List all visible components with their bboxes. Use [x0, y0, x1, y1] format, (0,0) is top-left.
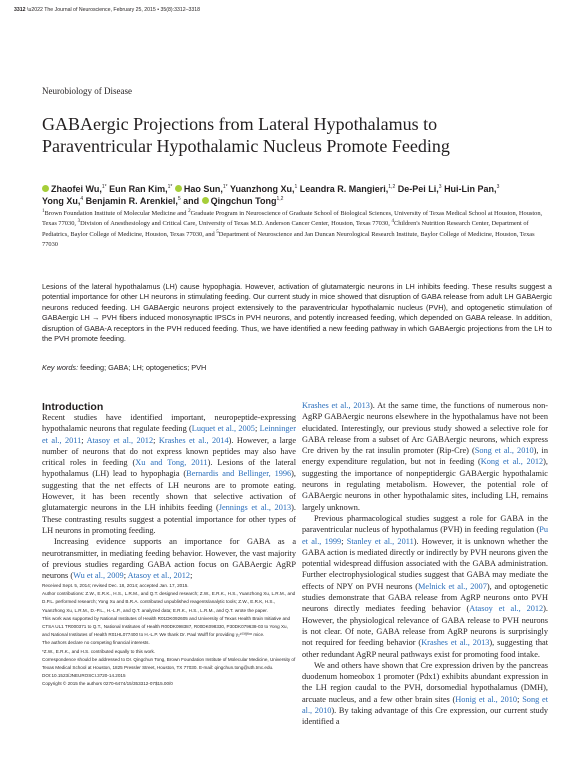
body-text: ; [190, 571, 193, 581]
affiliations [42, 209, 552, 251]
keywords-text: feeding; GABA; LH; optogenetics; PVH [80, 363, 207, 372]
body-text: We and others have shown that Cre expression driven by the pancreas duodenum homeobox 1 promoter (Pdx1) exhibits abundant expression in the LH region caudal to the PVH, dorsomedial hypothalamus (DMH), arcuate nucleus, and a few other brain sites ( [302, 660, 548, 704]
paragraph [302, 660, 548, 728]
footnote: The authors declare no competing financial interests. [42, 640, 150, 646]
author [109, 184, 172, 194]
citation-link[interactable]: Atasoy et al., 2012 [469, 604, 544, 614]
body-text: ). However, the physiological relevance of GABA release to PVH neurons is not clear. Of note, GABA release from AgRP neurons is surprisingly not required for feeding behavior ( [302, 604, 549, 648]
orcid-icon[interactable] [42, 185, 49, 192]
body-text: ), in energy expenditure regulation, but not in feeding ( [302, 446, 548, 467]
paragraph [42, 412, 296, 536]
body-text: ). However, a large number of neurons that do not express known peptides may also have critical roles in feeding ( [42, 435, 296, 468]
author [42, 196, 83, 206]
author [42, 184, 107, 194]
title-line-2: Paraventricular Hypothalamic Nucleus Promote Feeding [42, 136, 450, 156]
author-name: Yong Xu, [42, 196, 81, 206]
orcid-icon[interactable] [175, 185, 182, 192]
affiliation-marker: 3 [77, 219, 81, 225]
citation-link[interactable]: Atasoy et al., 2012 [127, 571, 191, 581]
paragraph [302, 400, 548, 513]
body-text: ). Lesions of the lateral hypothalamus (LH) lead to hypophagia ( [42, 458, 296, 479]
paragraph [42, 536, 296, 581]
citation-link[interactable]: Leinninger et al., 2011 [42, 424, 296, 445]
abstract: Lesions of the lateral hypothalamus (LH) cause hypophagia. However, activation of glutamatergic neurons in LH inhibits feeding. These results suggest a potential importance for other LH neurons in stimulating feeding. Our current study in mice showed that disruption of GABA release from adult LH GABAergic neurons reduced feeding. LH GABAergic neurons project extensively to the paraventricular hypothalamic nucleus (PVH), and optogenetic stimulation of GABAergic LH → PVH fibers induced monosynaptic IPSCs in PVH neurons, and potently increased feeding, which depended on GABA release. In addition, disruption of GABA-A receptors in the PVH reduced feeding. Thus, we have identified a new feeding pathway in which GABAergic projections from the LH to the PVH promote feeding. [42, 282, 552, 344]
author-name: De-Pei Li, [397, 184, 439, 194]
footnote: *Z.W., E.R.K., and H.S. contributed equally to this work. [42, 648, 156, 654]
page-number: 3312 [14, 7, 26, 13]
citation-link[interactable]: Melnick et al., 2007 [418, 581, 487, 591]
paragraph [302, 513, 548, 660]
affiliation-text: Department of Neuroscience and Jan Duncan Neurological Research Institute, Baylor College of Medicine, Houston, Texas 77030 [42, 230, 535, 249]
body-text: ), suggesting that the net effects of LH neurons are to promote eating. However, it has been recently shown that selective activation of glutamatergic neurons in the LH inhibits feeding ( [42, 469, 297, 513]
affiliation-marker: 1 [42, 208, 45, 214]
author-name: and [183, 196, 200, 206]
left-column-body [42, 412, 296, 581]
citation-link[interactable]: Krashes et al., 2013 [302, 401, 370, 410]
author-affiliation-marker: 1,2 [388, 184, 396, 190]
running-head: 3312 \u2022 The Journal of Neuroscience, February 25, 2015 • 35(8):3312–3318 [14, 7, 201, 13]
author [444, 184, 499, 194]
body-text: ; [517, 694, 523, 704]
author-affiliation-marker: 1* [101, 184, 107, 190]
citation-link[interactable]: Bernardis and Bellinger, 1996 [186, 469, 292, 479]
citation-link[interactable]: Krashes et al., 2014 [158, 435, 229, 445]
affiliation-text: Children's Nutrition Research Center, Department of Pediatrics, Baylor College of Medicine, Houston, Texas 77030, and [42, 220, 529, 238]
citation-link[interactable]: Wu et al., 2009 [73, 571, 124, 581]
author [300, 184, 395, 194]
citation-link[interactable]: Song et al., 2010 [302, 694, 549, 716]
author-name: Benjamin R. Arenkiel, [85, 196, 178, 206]
body-text: ). By taking advantage of this Cre expression, our current study identified a [302, 706, 548, 727]
author-affiliation-marker: 3 [496, 184, 500, 190]
body-text: ; [123, 571, 128, 581]
author-line-1 [42, 183, 562, 195]
author-affiliation-marker: 5 [177, 196, 181, 202]
author-name: Hui-Lin Pan, [444, 184, 497, 194]
paper-title [42, 113, 562, 157]
body-text: Recent studies have identified important, neuropeptide-expressing hypothalamic neurons that regulate feeding ( [42, 413, 296, 434]
body-text: ). These contrasting results suggest a potential importance for other types of LH neurons in promoting feeding. [42, 503, 296, 535]
citation-link[interactable]: Kong et al., 2012 [480, 457, 544, 467]
author [183, 196, 199, 206]
author-name: Leandra R. Mangieri, [299, 184, 389, 194]
footnote: This work was supported by National Institutes of Health R01DK092605 and University of Texas Health Brain Initiative and CTSA UL1 TR000371 to Q.T., National Institutes of Health R00DK098387, R00DK098330, P30DK079638-03 to Yong Xu, and National Institutes of Health R01HL077400 to H.-L.P. We thank Dr. Paul Wulff for providing γ₂¹⁰³ᶠ/ᶠˡᵒˣ mice. [42, 615, 291, 638]
body-text: ). At the same time, the functions of numerous non-AgRP GABAergic neurons elsewhere in the hypothalamus have not been elucidated. Interestingly, our previous study showed a selective role for GABA release from a subset of Arc GABAergic neurons, which express Cre driven by the rat insulin promoter (Rip-Cre) ( [302, 401, 548, 456]
footnote: Copyright © 2015 the authors 0270-6474/15/353312-07$15.00/0 [42, 681, 173, 687]
author-name: Yuanzhong Xu, [229, 184, 295, 194]
body-text: ), and optogenetic studies demonstrate that GABA release from AgRP neurons onto PVH neurons directly mediates feeding behavior ( [302, 581, 549, 614]
keywords-label: Key words: [42, 363, 79, 372]
body-text: ; [153, 435, 159, 445]
author-affiliation-marker: 1* [222, 184, 228, 190]
author [398, 184, 442, 194]
author-name: Zhaofei Wu, [51, 184, 102, 194]
right-column-body [302, 400, 548, 728]
author-list [42, 183, 562, 207]
author-name: Qingchun Tong [210, 196, 277, 206]
author-line-2 [42, 195, 562, 207]
citation-link[interactable]: Atasoy et al., 2012 [86, 435, 154, 445]
affiliation-text: Division of Anesthesiology and Critical Care, University of Texas M.D. Anderson Cancer Center, Houston, Texas 77030, [80, 220, 392, 228]
author-affiliation-marker: 1* [167, 184, 173, 190]
footnote: Author contributions: Z.W., E.R.K., H.S., L.R.M., and Q.T. designed research; Z.W., E.R.K., H.S., Yuanzhong Xu, L.R.M., and D.P.L. performed research; Yong Xu and B.R.A. contributed unpublished reagents/analytic tools; Z.W., E.R.K, H.S., Yuanzhong Xu, L.R.M., D.-P.L., H.-L.P., and Q.T. analyzed data; E.R.K., H.S., L.R.M., and Q.T. wrote the paper. [42, 591, 296, 613]
affiliation-text: Brown Foundation Institute of Molecular Medicine and [44, 210, 189, 217]
author [175, 184, 228, 194]
author [230, 184, 297, 194]
citation-link[interactable]: Song et al., 2010 [474, 446, 534, 456]
footnote: DOI:10.1523/JNEUROSCI.3720-14.2015 [42, 673, 126, 679]
author-affiliation-marker: 1 [294, 184, 298, 190]
body-text: ; [341, 536, 347, 546]
citation-link[interactable]: Krashes et al., 2013 [421, 638, 490, 648]
footnote: Received Sept. 5, 2014; revised Dec. 18, 2014; accepted Jan. 17, 2015. [42, 583, 189, 588]
affiliation-marker: 2 [188, 208, 191, 214]
citation-link[interactable]: Jennings et al., 2013 [218, 503, 292, 513]
author-name: Hao Sun, [183, 184, 223, 194]
affiliation-marker: 4 [391, 219, 394, 225]
citation-link[interactable]: Xu and Tong, 2011 [135, 458, 208, 468]
affiliation-text: Graduate Program in Neuroscience of Graduate School of Biological Sciences, University of Texas Medical School at Houston, Houston, Texas 77030, [42, 210, 543, 228]
author-affiliation-marker: 4 [80, 196, 84, 202]
journal-citation: The Journal of Neuroscience, February 25, 2015 • 35(8):3312–3318 [44, 7, 201, 13]
citation-link[interactable]: Honig et al., 2010 [455, 694, 518, 704]
citation-link[interactable]: Stanley et al., 2011 [346, 536, 414, 546]
body-text: ). However, it is unknown whether the GABA action is mediated directly or indirectly by PVH neurons given the potential widespread diffusion associated with the GABA administration. Further electrophysiological studies suggest that GABA may mediate the effects of NPY on PVH neurons ( [302, 536, 548, 591]
body-text: ), suggesting the importance of nonpeptidergic GABAergic hypothalamic neurons in regulating metabolism. However, the potential role of GABAergic neurons in other hypothalamic sites, including LH, remains largely unknown. [302, 457, 548, 512]
body-text: ; [254, 424, 260, 434]
citation-link[interactable]: Pu et al., 1999 [302, 525, 548, 546]
section-label: Neurobiology of Disease [42, 86, 132, 96]
title-line-1: GABAergic Projections from Lateral Hypothalamus to [42, 114, 438, 134]
keywords [42, 363, 552, 373]
body-text: Previous pharmacological studies suggest a role for GABA in the paraventricular nucleus of hypothalamus (PVH) in feeding regulation ( [302, 513, 548, 535]
orcid-icon[interactable] [202, 197, 209, 204]
body-text: ; [81, 435, 87, 445]
citation-link[interactable]: Luquet et al., 2005 [191, 424, 255, 434]
body-text: ), suggesting that other redundant AgRP neural pathways exist for promoting food intake. [302, 638, 548, 659]
author [202, 196, 284, 206]
author-affiliation-marker: 3 [438, 184, 442, 190]
body-text: Increasing evidence supports an importance for GABA as a neurotransmitter, in mediating feeding behavior. However, the vast majority of previous studies regarding GABA action focus on GABAergic AgRP neurons ( [42, 537, 296, 581]
introduction-heading: Introduction [42, 401, 104, 413]
article-footnotes [42, 582, 296, 689]
author-name: Eun Ran Kim, [109, 184, 168, 194]
author [86, 196, 181, 206]
footnote: Correspondence should be addressed to Dr. Qingchun Tong, Brown Foundation Institute of Molecular Medicine, University of Texas Medical School at Houston, 1825 Pressler Street, Houston, TX 77030. E-mail: qingchun.tong@uth.tmc.edu. [42, 656, 296, 671]
author-affiliation-marker: 1,2 [276, 196, 284, 202]
affiliation-marker: 5 [216, 229, 219, 235]
